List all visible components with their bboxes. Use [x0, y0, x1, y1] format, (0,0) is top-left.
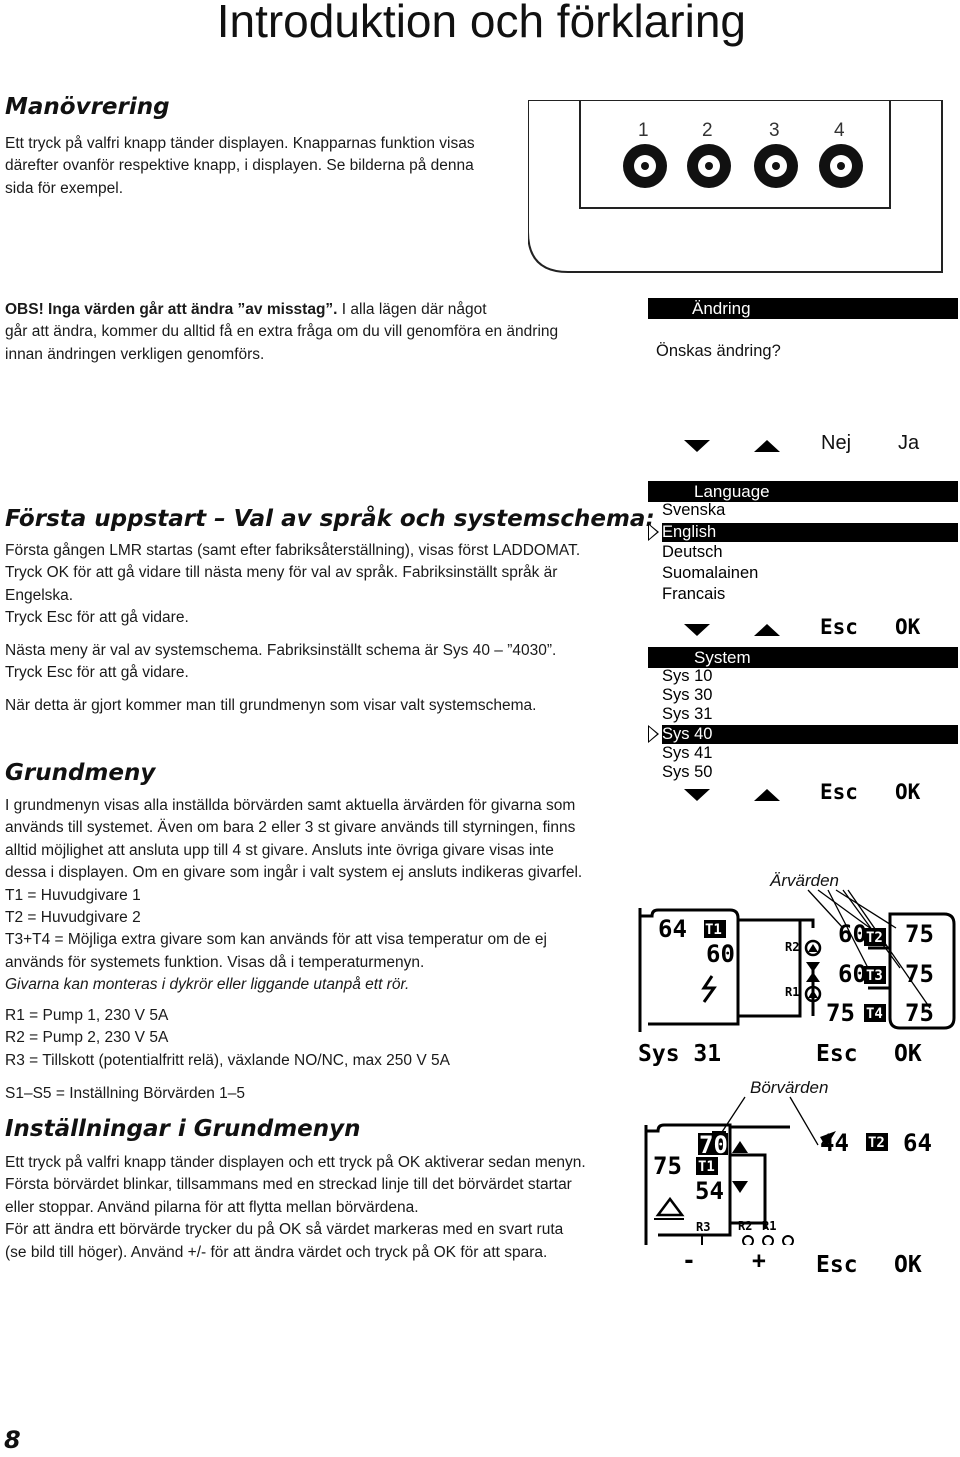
text-line: R2 = Pump 2, 230 V 5A: [5, 1029, 169, 1047]
text-line: Engelska.: [5, 586, 74, 604]
language-softkey-esc[interactable]: Esc: [820, 615, 858, 639]
softkey-nej[interactable]: Nej: [821, 432, 852, 454]
main-t4-tag: T4: [866, 1006, 883, 1022]
arrow-down-icon: [684, 624, 710, 636]
system-item-sys40[interactable]: Sys 40: [662, 725, 958, 744]
setpoint-highlighted[interactable]: 70: [699, 1131, 728, 1159]
keypad-button-3[interactable]: [754, 144, 798, 188]
keypad-button-4[interactable]: [819, 144, 863, 188]
system-item-sys50[interactable]: Sys 50: [662, 763, 713, 781]
heading-grundmeny: Grundmeny: [5, 760, 156, 786]
system-softkey-ok[interactable]: OK: [895, 780, 921, 804]
text-line: därefter ovanför respektive knapp, i displayen. Se bilderna på denna: [5, 157, 474, 175]
arrow-down-icon: [684, 440, 710, 452]
language-item-suomalainen[interactable]: Suomalainen: [662, 564, 759, 582]
main-left-value: 64: [658, 915, 687, 943]
setpoint-right-far: 64: [903, 1129, 932, 1157]
text-line: T1 = Huvudgivare 1: [5, 886, 141, 904]
change-question: Önskas ändring?: [656, 342, 781, 360]
language-arrow-buttons: [680, 620, 790, 640]
manovrering-text: [5, 133, 475, 200]
main-sys-label: Sys 31: [638, 1041, 722, 1067]
text-line: I grundmenyn visas alla inställda börvärden samt aktuella ärvärden för givarna som: [5, 797, 576, 814]
forsta-uppstart-text-3: När detta är gjort kommer man till grundmenyn som visar valt systemschema.: [5, 697, 537, 714]
heading-installningar: Inställningar i Grundmenyn: [5, 1116, 361, 1142]
obs-paragraph: [5, 299, 615, 366]
system-item-sys30[interactable]: Sys 30: [662, 686, 713, 704]
text-line: Tryck Esc för att gå vidare.: [5, 609, 189, 627]
keypad-number-1: 1: [638, 120, 649, 141]
text-line: R3 = Tillskott (potentialfritt relä), växlande NO/NC, max 250 V 5A: [5, 1051, 450, 1069]
main-t4-left: 75: [826, 999, 855, 1027]
main-t3-value: 60: [838, 960, 867, 988]
system-header-bar: System: [648, 647, 958, 668]
setpoint-display-schematic: [640, 1095, 960, 1245]
callout-borvarden: Börvärden: [750, 1078, 829, 1097]
setpoint-right-value: 44: [820, 1129, 849, 1157]
main-r2: R2: [785, 940, 800, 954]
text-line: Nästa meny är val av systemschema. Fabriksinställt schema är Sys 40 – ”4030”.: [5, 642, 557, 659]
text-line: T3+T4 = Möjliga extra givare som kan används för att visa temperatur om de ej: [5, 931, 547, 949]
system-softkey-esc[interactable]: Esc: [820, 780, 858, 804]
setpoint-r1: R1: [762, 1219, 777, 1233]
system-item-sys31[interactable]: Sys 31: [662, 705, 713, 723]
obs-line-1: [5, 299, 615, 321]
obs-line-2: går att ändra, kommer du alltid få en extra fråga om du vill genomföra en ändring: [5, 323, 559, 341]
arrow-up-icon: [754, 440, 780, 452]
arrow-down-icon: [732, 1181, 748, 1193]
main-t2-value: 60: [838, 920, 867, 948]
grundmeny-text: [5, 795, 582, 997]
page-number: 8: [4, 1426, 21, 1454]
obs-rest: I alla lägen där något: [337, 301, 487, 318]
text-line: För att ändra ett börvärde trycker du på OK så värdet markeras med en svart ruta: [5, 1221, 564, 1239]
setpoint-r2: R2: [738, 1219, 753, 1233]
text-line: Ett tryck på valfri knapp tänder displayen. Knapparnas funktion visas: [5, 135, 475, 152]
setpoint-t2-tag: T2: [868, 1135, 885, 1151]
obs-bold: OBS! Inga värden går att ändra ”av misstag”.: [5, 301, 338, 318]
main-t3-right: 75: [905, 960, 934, 988]
text-line: används till systemet. Även om bara 2 eller 3 st givare används till styrningen, finns: [5, 819, 576, 837]
keypad-number-4: 4: [834, 120, 845, 141]
page-title: Introduktion och förklaring: [216, 0, 746, 47]
arrow-up-icon: [754, 624, 780, 636]
main-t2-tag: T2: [866, 930, 883, 946]
selection-arrow-icon: [648, 523, 659, 541]
setpoint-softkey-esc[interactable]: Esc: [816, 1252, 858, 1278]
text-line: dessa i displayen. Om en givare som ingår i valt system ej ansluts indikeras givarfel.: [5, 864, 583, 882]
callout-arvarden: Ärvärden: [770, 871, 839, 890]
text-line: Tryck OK för att gå vidare till nästa meny för val av språk. Fabriksinställt språk är: [5, 564, 558, 582]
text-line: Ett tryck på valfri knapp tänder displayen och ett tryck på OK aktiverar sedan menyn.: [5, 1154, 586, 1171]
setpoint-left-value: 75: [653, 1152, 682, 1180]
heading-manovrering: Manövrering: [5, 94, 170, 120]
lightning-icon: [704, 976, 714, 1002]
setpoint-line: S1–S5 = Inställning Börvärden 1–5: [5, 1085, 245, 1102]
keypad-button-2[interactable]: [687, 144, 731, 188]
forsta-uppstart-text-2: [5, 640, 556, 685]
valve-icon: [806, 962, 820, 972]
main-t2-right: 75: [905, 920, 934, 948]
text-line: sida för exempel.: [5, 179, 124, 197]
text-line: Tryck Esc för att gå vidare.: [5, 664, 189, 682]
text-line: R1 = Pump 1, 230 V 5A: [5, 1007, 169, 1024]
language-item-english[interactable]: English: [662, 523, 958, 542]
italic-line: Givarna kan monteras i dykrör eller liggande utanpå ett rör.: [5, 976, 410, 994]
relay-text: [5, 1005, 450, 1072]
main-r1: R1: [785, 985, 800, 999]
main-t3-tag: T3: [866, 968, 883, 984]
selection-arrow-icon: [648, 725, 659, 743]
pump-icon: [783, 1236, 793, 1245]
softkey-ja[interactable]: Ja: [898, 432, 920, 454]
text-line: T2 = Huvudgivare 2: [5, 909, 141, 927]
main-softkey-esc[interactable]: Esc: [816, 1041, 858, 1067]
text-line: alltid möjlighet att ansluta upp till 4 st givare. Ansluts inte övriga givare visas inte: [5, 841, 554, 859]
main-t1-value: 60: [706, 940, 735, 968]
obs-line-3: innan ändringen verkligen genomförs.: [5, 345, 265, 363]
text-line: eller stoppar. Använd pilarna för att flytta mellan börvärdena.: [5, 1198, 419, 1216]
forsta-uppstart-text: [5, 540, 580, 630]
arrow-up-icon: [732, 1141, 748, 1153]
keypad-illustration: [528, 100, 960, 276]
language-header-bar: Language: [648, 481, 958, 502]
keypad-number-2: 2: [702, 120, 713, 141]
main-t1-tag: T1: [705, 922, 722, 938]
main-softkey-ok[interactable]: OK: [894, 1041, 922, 1067]
text-line: Första börvärdet blinkar, tillsammans med en streckad linje till det börvärdet startar: [5, 1176, 572, 1194]
setpoint-softkey-minus[interactable]: -: [682, 1248, 696, 1274]
language-item-francais[interactable]: Francais: [662, 585, 726, 603]
setpoint-t1-value: 54: [695, 1177, 724, 1205]
language-item-svenska[interactable]: Svenska: [662, 501, 726, 519]
language-item-deutsch[interactable]: Deutsch: [662, 543, 723, 561]
change-header-bar: Ändring: [648, 298, 958, 319]
installningar-text: [5, 1152, 586, 1264]
setpoint-softkey-ok[interactable]: OK: [894, 1252, 922, 1278]
setpoint-r3: R3: [696, 1220, 711, 1234]
setpoint-softkey-plus[interactable]: +: [752, 1248, 766, 1274]
system-item-sys10[interactable]: Sys 10: [662, 667, 713, 685]
arrow-up-icon: [754, 789, 780, 801]
pump-icon: [743, 1236, 753, 1245]
system-item-sys41[interactable]: Sys 41: [662, 744, 713, 762]
language-softkey-ok[interactable]: OK: [895, 615, 921, 639]
text-line: används för systemets funktion. Visas då i temperaturmenyn.: [5, 953, 425, 971]
arrow-down-icon: [684, 789, 710, 801]
keypad-button-1[interactable]: [623, 144, 667, 188]
setpoint-t1-tag: T1: [698, 1159, 715, 1175]
main-t4-right: 75: [905, 999, 934, 1027]
keypad-number-3: 3: [769, 120, 780, 141]
arrow-buttons: [680, 436, 790, 456]
text-line: (se bild till höger). Använd +/- för att ändra värdet och tryck på OK för att spara.: [5, 1243, 548, 1261]
heading-forsta-uppstart: Första uppstart – Val av språk och systemschema:: [5, 506, 655, 532]
text-line: Första gången LMR startas (samt efter fabriksåterställning), visas först LADDOMAT.: [5, 542, 581, 559]
system-arrow-buttons: [680, 785, 790, 805]
triangle-icon: [658, 1199, 682, 1215]
pump-icon: [763, 1236, 773, 1245]
